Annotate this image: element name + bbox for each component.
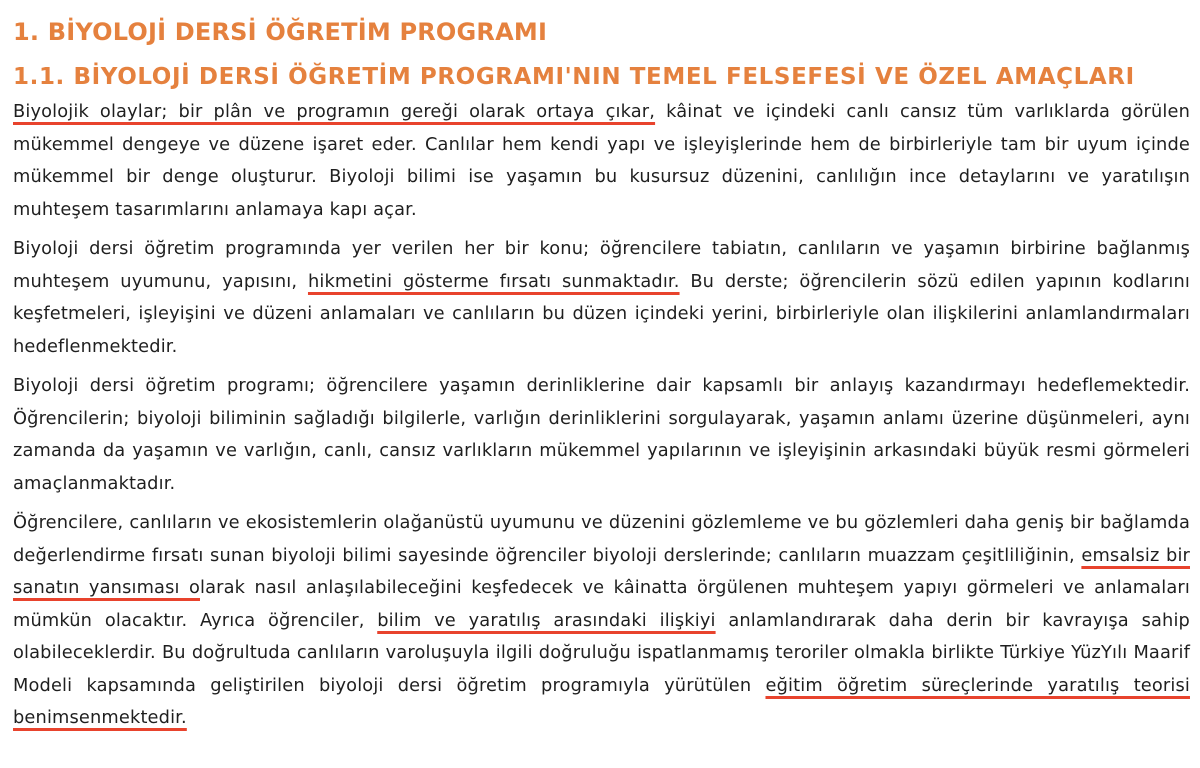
paragraph-text: Bu derste; öğrencilerin sözü edilen yapının kodlarını keşfetmeleri, işleyişini ve düzeni anlamaları ve canlıların bu düzen içindeki yerini, birbirleriyle olan ilişkilerini anlamlandırmaları hedeflenmektedir. [13,270,1190,357]
highlighted-phrase: Biyolojik olaylar; bir plân ve programın gereği olarak ortaya çıkar, [13,101,656,122]
paragraph-text: larak nasıl anlaşılabileceğini keşfedecek ve kâinatta örgülenen muhteşem yapıyı görmeleri ve anlamaları mümkün olacaktır. Ayrıca öğrenciler, [13,577,1190,631]
highlighted-phrase: eğitim öğretim süreçlerinde yaratılış teorisi benimsenmektedir. [13,674,1190,728]
paragraph-text: kâinat ve içindeki canlı cansız tüm varlıklarda görülen mükemmel dengeye ve düzene işaret eder. Canlılar hem kendi yapı ve işleyişlerinde hem de birbirleriyle tam bir uyum içinde mükemmel bir denge oluşturur. Biyoloji bilimi ise yaşamın bu kusursuz düzenini, canlılığın ince detaylarını ve yaratılışın muhteşem tasarımlarını anlamaya kapı açar. [13,101,1190,220]
highlighted-phrase: hikmetini gösterme fırsatı sunmaktadır. [307,270,680,292]
paragraph-text: Biyoloji dersi öğretim programı; öğrencilere yaşamın derinliklerine dair kapsamlı bir anlayış kazandırmayı hedeflemektedir. Öğrencilerin; biyoloji biliminin sağladığı bilgilerle, varlığın derinliklerini sorgulayarak, yaşamın anlamı üzerine düşünmeleri, aynı zamanda da yaşamın ve varlığın, canlı, cansız varlıkların mükemmel yapılarının ve işleyişinin arkasındaki büyük resmi görmeleri amaçlanmaktadır. [13,375,1190,494]
paragraph-3 [13,370,1190,500]
paragraph-4 [13,507,1190,735]
highlighted-phrase: bilim ve yaratılış arasındaki ilişkiyi [377,609,716,631]
section-heading: 1. BİYOLOJİ DERSİ ÖĞRETİM PROGRAMI [13,18,548,46]
paragraph-2 [13,233,1190,363]
subsection-heading: 1.1. BİYOLOJİ DERSİ ÖĞRETİM PROGRAMI'NIN TEMEL FELSEFESİ VE ÖZEL AMAÇLARI [13,64,1135,90]
paragraph-text: Öğrencilere, canlıların ve ekosistemlerin olağanüstü uyumunu ve düzenini gözlemleme ve bu gözlemleri daha geniş bir bağlamda değerlendirme fırsatı sunan biyoloji bilimi sayesinde öğrenciler biyoloji derslerinde; canlıların muazzam çeşitliliğinin, [13,512,1190,566]
paragraph-text: anlamlandırarak daha derin bir kavrayışa sahip olabileceklerdir. Bu doğrultuda canlıların varoluşuyla ilgili doğruluğu ispatlanmamış teroriler olmakla birlikte Türkiye YüzYılı Maarif Modeli kapsamında geliştirilen biyoloji dersi öğretim programıyla yürütülen [13,609,1190,696]
highlighted-phrase: emsalsiz bir sanatın yansıması o [13,544,1190,598]
paragraph-1 [13,96,1190,226]
paragraph-text: Biyoloji dersi öğretim programında yer verilen her bir konu; öğrencilere tabiatın, canlıların ve yaşamın birbirine bağlanmış muhteşem uyumunu, yapısını, [13,238,1190,292]
